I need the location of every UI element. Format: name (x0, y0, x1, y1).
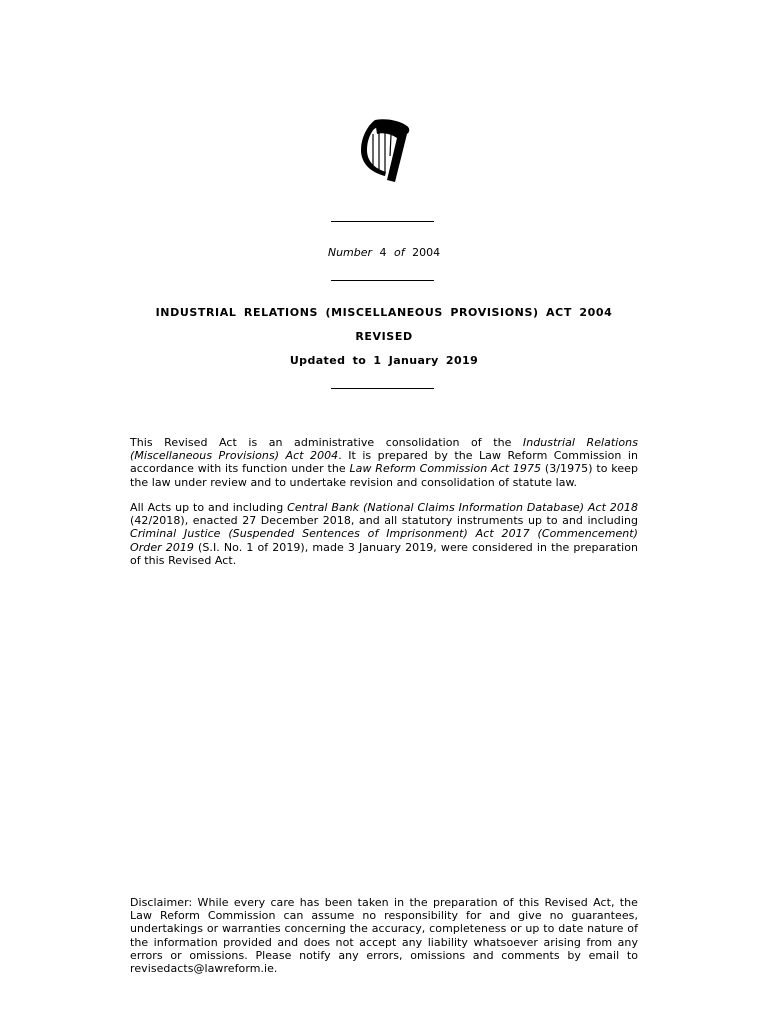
page-title: INDUSTRIAL RELATIONS (MISCELLANEOUS PROVISIONS) ACT 2004 (155, 306, 613, 319)
intro-paragraph (130, 436, 638, 489)
coverage-paragraph (130, 501, 638, 567)
intro-text-1: This Revised Act is an administrative consolidation of the (130, 436, 523, 449)
divider-middle (331, 280, 434, 281)
disclaimer-paragraph: Disclaimer: While every care has been taken in the preparation of this Revised Act, the Law Reform Commission can assume no responsibility for and give no guarantees, undertakings or warranties concerning the accuracy, completeness or up to date nature of the information provided and does not accept any liability whatsoever arising from any errors or omissions. Please notify any errors, omissions and comments by email to revisedacts@lawreform.ie. (130, 896, 638, 976)
year-value: 2004 (412, 246, 441, 259)
divider-top (331, 221, 434, 222)
divider-bottom (331, 388, 434, 389)
coverage-text-1: All Acts up to and including (130, 501, 288, 514)
latest-si-name: Criminal Justice (Suspended Sentences of Imprisonment) Act 2017 (Commencement) Order 2019 (130, 527, 638, 554)
updated-date: Updated to 1 January 2019 (289, 354, 479, 367)
number-value: 4 (379, 246, 387, 259)
intro-text-3: (3/1975) to keep the law under review and to undertake revision and consolidation of statute law. (130, 462, 638, 489)
coverage-text-3: (S.I. No. 1 of 2019), made 3 January 2019, were considered in the preparation of this Revised Act. (130, 540, 638, 567)
act-name: Industrial Relations (Miscellaneous Provisions) Act 2004 (130, 436, 638, 463)
harp-emblem-icon (355, 116, 413, 186)
act-number (0, 246, 768, 259)
of-label: of (394, 246, 405, 259)
revised-label: REVISED (355, 330, 413, 343)
lrc-act-name: Law Reform Commission Act 1975 (349, 462, 542, 476)
intro-text-2: . It is prepared by the Law Reform Commission in accordance with its function under the (130, 449, 638, 476)
number-label: Number (327, 246, 373, 259)
coverage-text-2: (42/2018), enacted 27 December 2018, and all statutory instruments up to and including (130, 514, 638, 528)
latest-act-name: Central Bank (National Claims Information Database) Act 2018 (287, 501, 638, 514)
